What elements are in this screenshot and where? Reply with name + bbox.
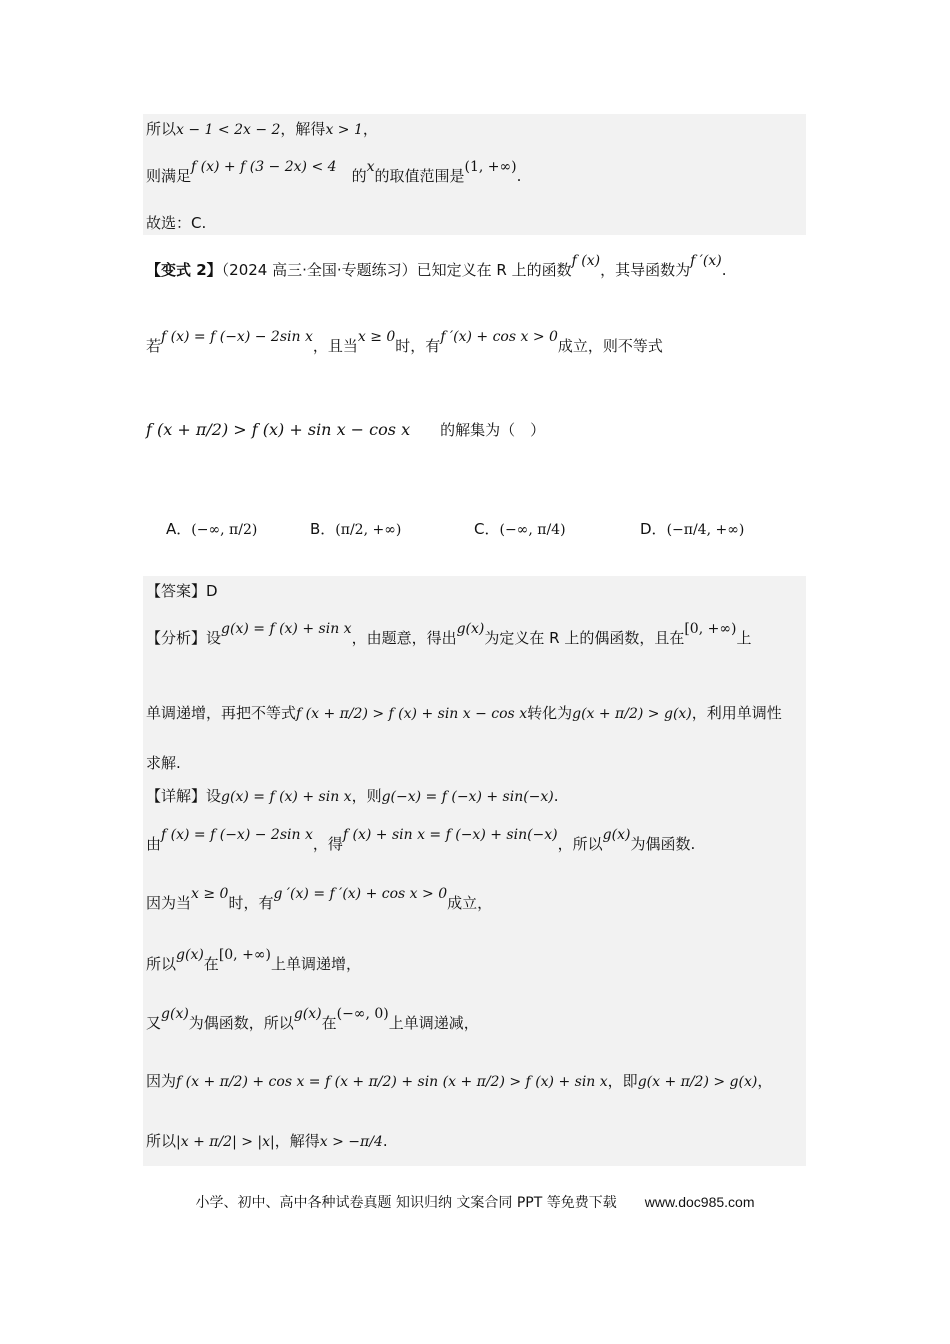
option-a[interactable]: A．(−∞, π/2) <box>166 520 258 538</box>
page-footer <box>0 1192 950 1212</box>
solution-line-1: 所以x − 1 < 2x − 2，解得x > 1， <box>146 120 378 138</box>
solution-line-2: 则满足f (x) + f (3 − 2x) < 4 的x的取值范围是(1, +∞). <box>146 159 522 185</box>
detail-line-2: 由f (x) = f (−x) − 2sin x，得f (x) + sin x = f (−x) + sin(−x)，所以g(x)为偶函数. <box>146 827 696 853</box>
detail-line-5: 又g(x)为偶函数，所以g(x)在(−∞, 0)上单调递减， <box>146 1006 479 1032</box>
footer-url[interactable]: www.doc985.com <box>644 1194 755 1210</box>
footer-text: 小学、初中、高中各种试卷真题 知识归纳 文案合同 PPT 等免费下载 <box>195 1195 617 1211</box>
option-d[interactable]: D．(−π/4, +∞) <box>640 520 745 538</box>
problem-condition: 若f (x) = f (−x) − 2sin x，且当x ≥ 0时，有f ′(x) + cos x > 0成立，则不等式 <box>146 329 663 355</box>
detail-line-1: 【详解】设g(x) = f (x) + sin x，则g(−x) = f (−x) + sin(−x). <box>146 787 559 805</box>
analysis-line-3: 求解. <box>146 754 181 772</box>
option-b[interactable]: B．(π/2, +∞) <box>310 520 402 538</box>
detail-line-4: 所以g(x)在[0, +∞)上单调递增， <box>146 947 361 973</box>
answer-line: 【答案】D <box>146 582 218 600</box>
detail-line-3: 因为当x ≥ 0时，有g ′(x) = f ′(x) + cos x > 0成立， <box>146 886 493 912</box>
detail-line-7: 所以|x + π/2| > |x|，解得x > −π/4. <box>146 1132 388 1150</box>
analysis-line-2: 单调递增，再把不等式f (x + π/2) > f (x) + sin x − cos x转化为g(x + π/2) > g(x)，利用单调性 <box>146 704 782 722</box>
problem-inequality: f (x + π/2) > f (x) + sin x − cos x 的解集为（ ） <box>146 420 546 439</box>
option-c[interactable]: C．(−∞, π/4) <box>474 520 566 538</box>
detail-line-6: 因为f (x + π/2) + cos x = f (x + π/2) + sin (x + π/2) > f (x) + sin x，即g(x + π/2) > g(x)， <box>146 1072 773 1090</box>
problem-tag: 【变式 2】 <box>146 261 222 279</box>
solution-line-3: 故选：C. <box>146 214 207 232</box>
analysis-line-1: 【分析】设g(x) = f (x) + sin x，由题意，得出g(x)为定义在 R 上的偶函数，且在[0, +∞)上 <box>146 621 752 647</box>
problem-statement: 【变式 2】（2024 高三·全国·专题练习）已知定义在 R 上的函数f (x)，其导函数为f ′(x). <box>146 253 727 279</box>
